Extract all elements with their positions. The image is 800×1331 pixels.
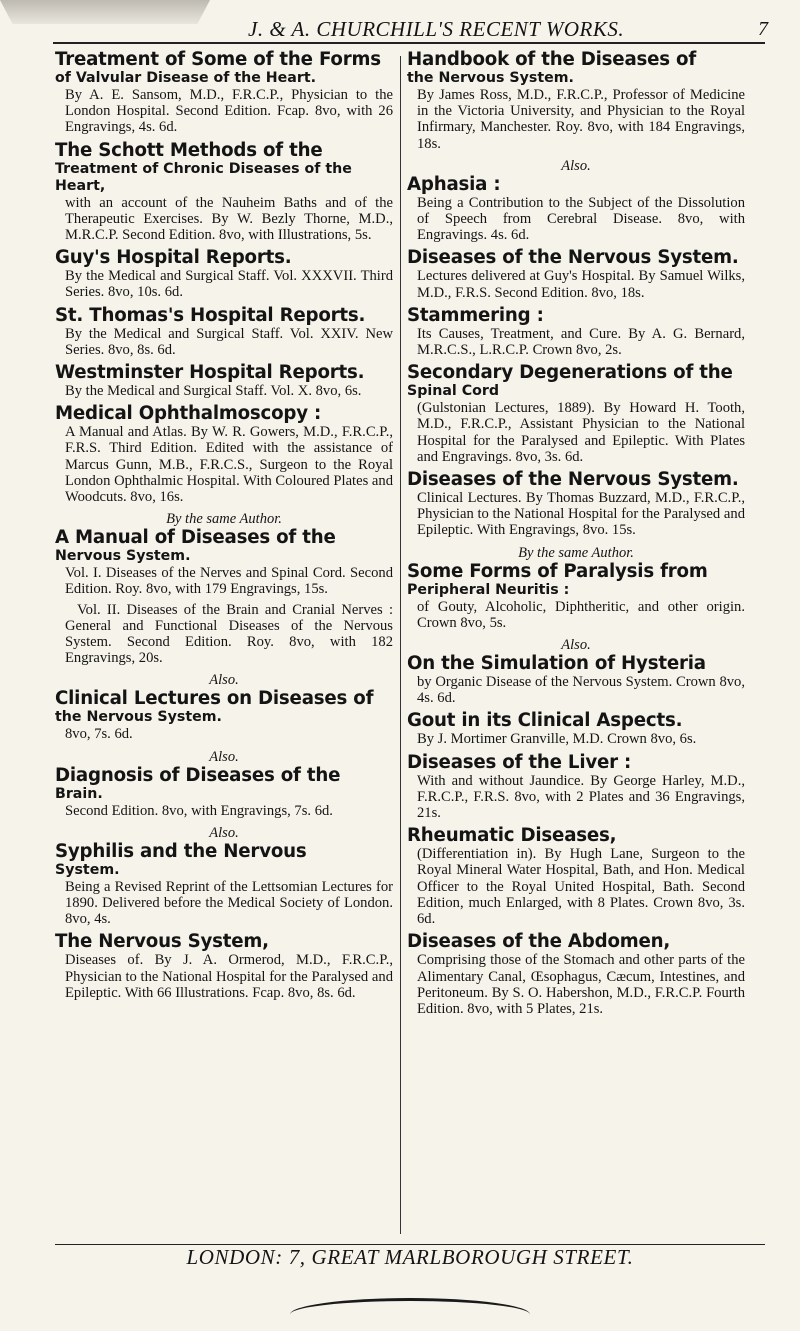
section-separator: By the same Author.: [518, 544, 634, 561]
book-description: [407, 773, 745, 822]
footer-imprint: LONDON: 7, GREAT MARLBOROUGH STREET.: [186, 1245, 634, 1269]
book-title: St. Thomas's Hospital Reports.: [55, 304, 366, 326]
book-subtitle: of Valvular Disease of the Heart.: [55, 70, 317, 86]
book-title: A Manual of Diseases of the: [55, 527, 336, 549]
book-entry: [55, 766, 393, 819]
left-column: [55, 50, 393, 1006]
book-entry: [407, 654, 745, 706]
book-description: [407, 731, 745, 747]
column-divider: [400, 56, 401, 1234]
book-entry: [407, 753, 745, 822]
book-title: On the Simulation of Hysteria: [407, 653, 706, 675]
book-title: Handbook of the Diseases of: [407, 49, 697, 70]
book-subtitle: Treatment of Chronic Diseases of the Heart,: [55, 160, 352, 194]
book-description: [55, 803, 393, 819]
description-paragraph: By the Medical and Surgical Staff. Vol. XXXVII. Third Series. 8vo, 10s. 6d.: [65, 268, 393, 301]
section-separator: By the same Author.: [166, 511, 282, 528]
book-description: [407, 846, 745, 927]
description-paragraph: By J. Mortimer Granville, M.D. Crown 8vo, 6s.: [417, 731, 697, 748]
book-description: [407, 326, 745, 358]
book-title: Medical Ophthalmoscopy :: [55, 403, 322, 425]
book-entry: [55, 306, 393, 358]
book-description: [55, 726, 393, 742]
right-column: [407, 50, 745, 1022]
book-title: Diseases of the Nervous System.: [407, 247, 739, 269]
book-entry: [407, 711, 745, 747]
book-description: [55, 326, 393, 358]
description-paragraph: by Organic Disease of the Nervous System. Crown 8vo, 4s. 6d.: [417, 674, 745, 707]
page-number: 7: [758, 18, 768, 40]
book-title: The Schott Methods of the: [55, 139, 323, 161]
book-description: [55, 952, 393, 1001]
book-title: Clinical Lectures on Diseases of: [55, 688, 374, 710]
book-title: Gout in its Clinical Aspects.: [407, 710, 683, 732]
book-description: [407, 490, 745, 539]
book-description: [407, 268, 745, 300]
description-paragraph: Comprising those of the Stomach and other parts of the Alimentary Canal, Œsophagus, Cæcum, Intestines, and Peritoneum. By S. O. Habershon, M.D., F.R.C.P. Fourth Edition. 8vo, with 5 Plates, 21s.: [417, 952, 745, 1017]
book-entry: [55, 363, 393, 399]
book-entry: [407, 826, 745, 927]
catalogue-columns: [55, 50, 765, 1240]
book-description: [55, 565, 393, 666]
book-title: Rheumatic Diseases,: [407, 825, 617, 847]
description-paragraph: A Manual and Atlas. By W. R. Gowers, M.D., F.R.C.P., F.R.S. Third Edition. Edited with the assistance of Marcus Gunn, M.B., F.R.C.S., Surgeon to the Royal London Ophthalmic Hospital. With Coloured Plates and Woodcuts. 8vo, 16s.: [65, 424, 393, 506]
book-title: Stammering :: [407, 304, 544, 326]
book-description: [407, 400, 745, 465]
book-title: Westminster Hospital Reports.: [55, 362, 365, 384]
book-title: The Nervous System,: [55, 931, 269, 953]
book-subtitle: Nervous System.: [55, 548, 191, 565]
book-title: Diseases of the Liver :: [407, 751, 632, 773]
book-description: [407, 952, 745, 1017]
description-paragraph: of Gouty, Alcoholic, Diphtheritic, and other origin. Crown 8vo, 5s.: [417, 598, 745, 631]
book-entry: [407, 50, 745, 152]
book-subtitle: Spinal Cord: [407, 383, 500, 400]
book-entry: [407, 306, 745, 358]
description-paragraph: Vol. II. Diseases of the Brain and Cranial Nerves : General and Functional Diseases of the Nervous System. Second Edition. Roy. 8vo, with 182 Engravings, 20s.: [65, 601, 393, 667]
description-paragraph: Being a Contribution to the Subject of the Dissolution of Speech from Cerebral Disease. 8vo, with Engravings. 4s. 6d.: [417, 194, 745, 244]
book-entry: [407, 248, 745, 300]
section-separator: Also.: [209, 748, 239, 765]
book-entry: [55, 248, 393, 300]
description-paragraph: By James Ross, M.D., F.R.C.P., Professor of Medicine in the Victoria University, and Physician to the Royal Infirmary, Manchester. Roy. 8vo, with 184 Engravings, 18s.: [417, 87, 745, 152]
book-subtitle: the Nervous System.: [55, 709, 222, 726]
book-subtitle: Peripheral Neuritis :: [407, 581, 570, 598]
description-paragraph: Its Causes, Treatment, and Cure. By A. G. Bernard, M.R.C.S., L.R.C.P. Crown 8vo, 2s.: [417, 325, 745, 359]
book-title: Syphilis and the Nervous: [55, 840, 307, 862]
description-paragraph: By the Medical and Surgical Staff. Vol. XXIV. New Series. 8vo, 8s. 6d.: [65, 325, 393, 358]
book-description: [407, 195, 745, 244]
book-entry: [55, 689, 393, 742]
book-title: Diseases of the Abdomen,: [407, 931, 671, 953]
book-entry: [407, 175, 745, 244]
book-entry: [55, 141, 393, 244]
book-description: [407, 674, 745, 706]
description-paragraph: Diseases of. By J. A. Ormerod, M.D., F.R.C.P., Physician to the National Hospital for the Paralysed and Epileptic. With 66 Illustrations. Fcap. 8vo, 8s. 6d.: [65, 952, 393, 1001]
page-stain: [290, 1298, 530, 1331]
book-title: Guy's Hospital Reports.: [55, 247, 292, 269]
book-entry: [407, 470, 745, 539]
book-description: [55, 424, 393, 505]
book-description: [55, 879, 393, 928]
book-subtitle: the Nervous System.: [407, 70, 574, 86]
book-entry: [55, 404, 393, 505]
description-paragraph: Second Edition. 8vo, with Engravings, 7s. 6d.: [65, 802, 333, 819]
book-description: [55, 383, 393, 399]
book-description: [55, 268, 393, 300]
book-title: Some Forms of Paralysis from: [407, 560, 708, 582]
section-separator: Also.: [209, 824, 239, 841]
book-entry: [55, 50, 393, 136]
book-subtitle: Brain.: [55, 785, 103, 802]
description-paragraph: Lectures delivered at Guy's Hospital. By Samuel Wilks, M.D., F.R.S. Second Edition. 8vo, 18s.: [417, 268, 745, 301]
book-title: Aphasia :: [407, 173, 501, 195]
description-paragraph: By A. E. Sansom, M.D., F.R.C.P., Physician to the London Hospital. Second Edition. Fcap. 8vo, with 26 Engravings, 4s. 6d.: [65, 87, 393, 136]
book-entry: [407, 363, 745, 465]
description-paragraph: Clinical Lectures. By Thomas Buzzard, M.D., F.R.C.P., Physician to the National Hospital for the Paralysed and Epileptic. With Engravings, 8vo. 15s.: [417, 490, 745, 539]
book-title: Secondary Degenerations of the: [407, 362, 733, 384]
section-separator: Also.: [561, 157, 591, 174]
section-separator: Also.: [209, 672, 239, 689]
description-paragraph: (Differentiation in). By Hugh Lane, Surgeon to the Royal Mineral Water Hospital, Bath, and Hon. Medical Officer to the Royal United Hospital, Bath. Second Edition, much Enlarged, with 8 Plates. Crown 8vo, 3s. 6d.: [417, 846, 745, 928]
header-rule: [53, 42, 765, 44]
book-description: [55, 87, 393, 136]
description-paragraph: (Gulstonian Lectures, 1889). By Howard H. Tooth, M.D., F.R.C.P., Assistant Physician to the National Hospital for the Paralysed and Epileptic. With Plates and Engravings. 8vo, 3s. 6d.: [417, 400, 745, 465]
description-paragraph: By the Medical and Surgical Staff. Vol. X. 8vo, 6s.: [65, 383, 362, 400]
book-entry: [55, 842, 393, 928]
description-paragraph: Being a Revised Reprint of the Lettsomian Lectures for 1890. Delivered before the Medical Society of London. 8vo, 4s.: [65, 878, 393, 928]
book-description: [407, 599, 745, 631]
book-entry: [55, 932, 393, 1001]
page-header: [0, 10, 800, 44]
book-title: Diseases of the Nervous System.: [407, 469, 739, 491]
description-paragraph: 8vo, 7s. 6d.: [65, 726, 133, 743]
section-separator: Also.: [561, 637, 591, 654]
book-title: Diagnosis of Diseases of the: [55, 764, 341, 786]
description-paragraph: With and without Jaundice. By George Harley, M.D., F.R.C.P., F.R.S. 8vo, with 2 Plates and 36 Engravings, 21s.: [417, 772, 745, 822]
book-title: Treatment of Some of the Forms: [55, 49, 381, 70]
book-description: [407, 87, 745, 152]
book-entry: [407, 562, 745, 631]
running-title: J. & A. CHURCHILL'S RECENT WORKS.: [248, 17, 625, 41]
description-paragraph: Vol. I. Diseases of the Nerves and Spinal Cord. Second Edition. Roy. 8vo, with 179 Engravings, 15s.: [65, 565, 393, 598]
book-entry: [55, 528, 393, 666]
description-paragraph: with an account of the Nauheim Baths and of the Therapeutic Exercises. By W. Bezly Thorne, M.D., M.R.C.P. Second Edition. 8vo, with Illustrations, 5s.: [65, 194, 393, 244]
book-description: [55, 195, 393, 244]
book-entry: [407, 932, 745, 1017]
book-subtitle: System.: [55, 861, 120, 878]
